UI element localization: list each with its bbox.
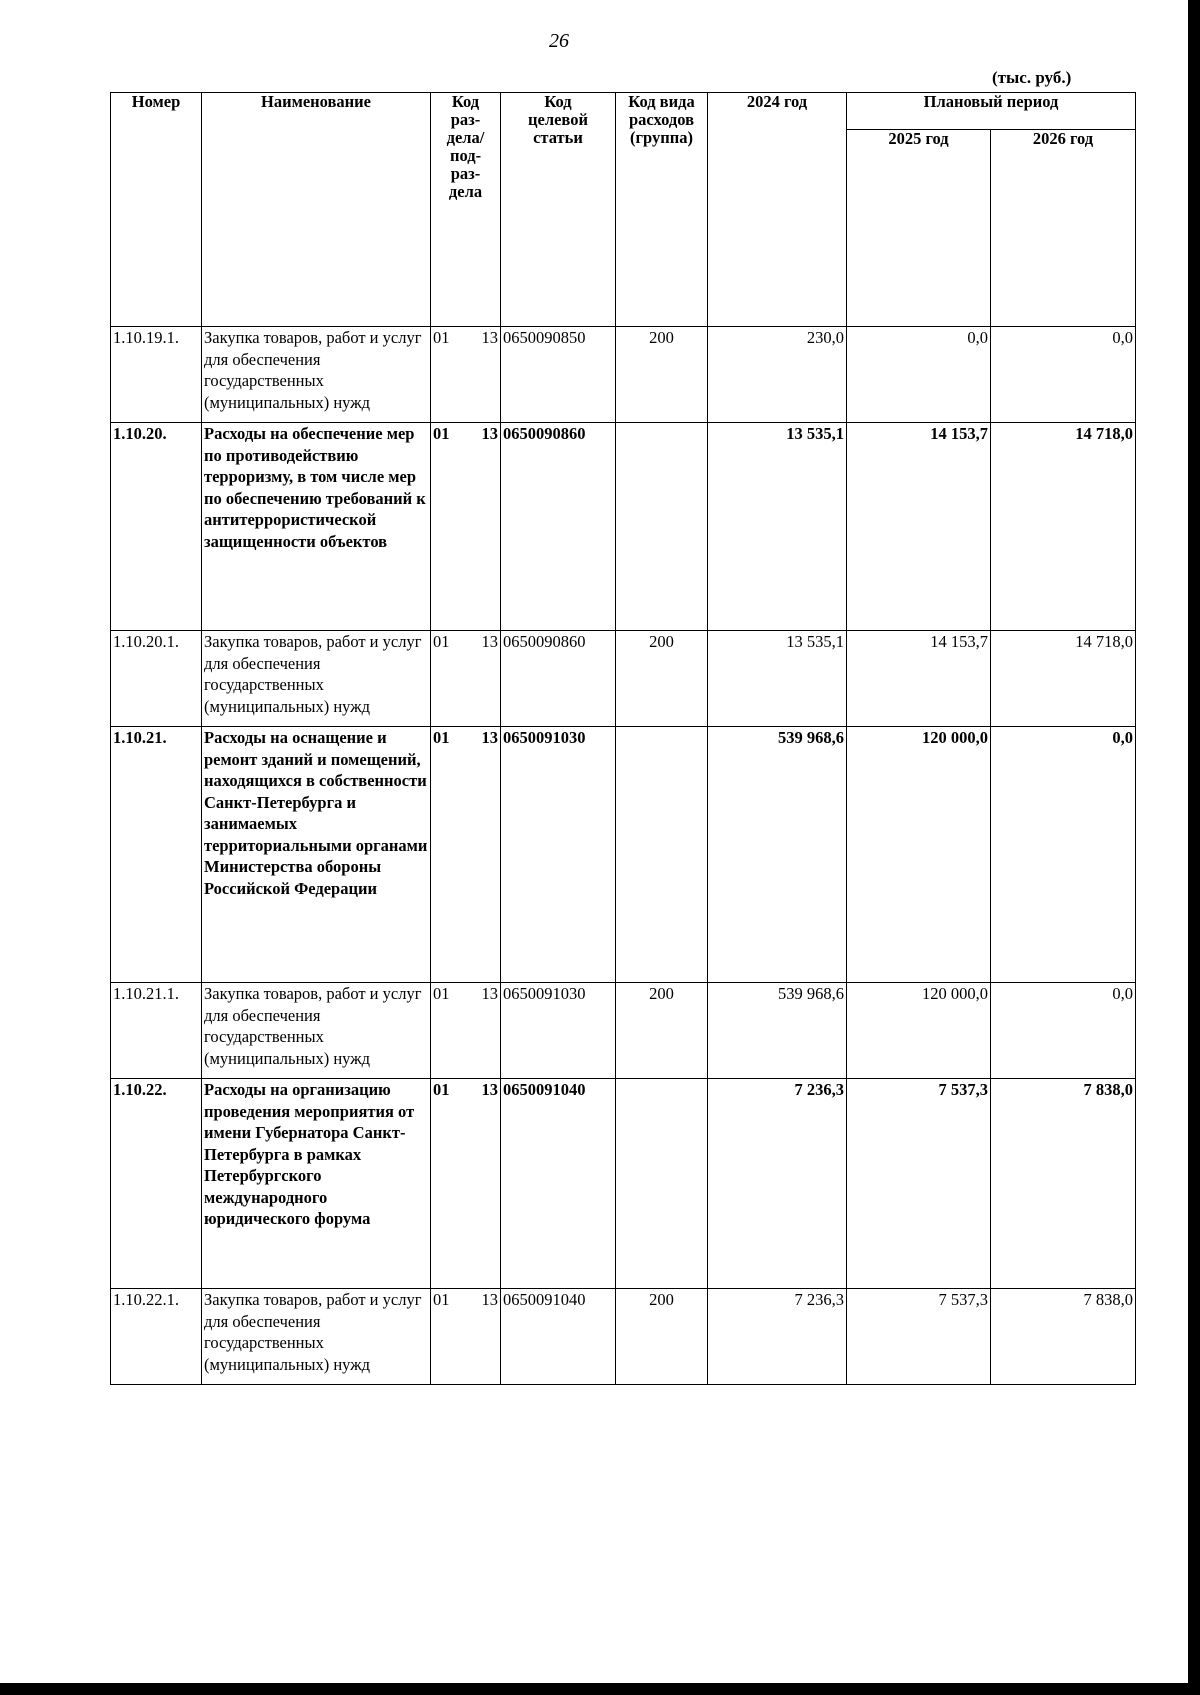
row-2025: 120 000,0 [847, 983, 991, 1079]
header-razdel [431, 93, 501, 327]
row-target: 0650091030 [501, 727, 616, 983]
row-target: 0650090850 [501, 327, 616, 423]
row-razdel: 01 [433, 424, 450, 443]
row-razdel-cell [431, 631, 501, 727]
row-razdel: 01 [433, 1080, 450, 1099]
row-number: 1.10.21.1. [111, 983, 202, 1079]
header-expense-line: (группа) [630, 128, 693, 147]
page-number: 26 [549, 30, 569, 52]
row-razdel-cell [431, 983, 501, 1079]
budget-table [110, 92, 1136, 1385]
row-2025: 14 153,7 [847, 631, 991, 727]
row-2024: 7 236,3 [708, 1289, 847, 1385]
row-name: Закупка товаров, работ и услуг для обеспечения государственных (муниципальных) нужд [202, 631, 431, 727]
header-2025: 2025 год [847, 130, 991, 327]
row-podrazdel: 13 [481, 424, 498, 443]
row-podrazdel: 13 [481, 1290, 498, 1309]
row-expense [616, 727, 708, 983]
header-razdel-line: раз- [450, 110, 481, 129]
row-number: 1.10.20.1. [111, 631, 202, 727]
row-expense: 200 [616, 631, 708, 727]
header-2024: 2024 год [708, 93, 847, 327]
row-target: 0650090860 [501, 423, 616, 631]
header-2026: 2026 год [991, 130, 1136, 327]
row-expense: 200 [616, 327, 708, 423]
header-expense-line: расходов [628, 110, 695, 129]
row-podrazdel: 13 [481, 984, 498, 1003]
row-target: 0650091040 [501, 1079, 616, 1289]
header-target-line: целевой [528, 110, 588, 129]
row-2025: 7 537,3 [847, 1289, 991, 1385]
row-2025: 14 153,7 [847, 423, 991, 631]
row-razdel: 01 [433, 728, 450, 747]
table-row [111, 1079, 1136, 1289]
row-number: 1.10.22.1. [111, 1289, 202, 1385]
table-row [111, 423, 1136, 631]
row-razdel-cell [431, 727, 501, 983]
header-expense-line: Код вида [628, 92, 695, 111]
row-razdel-cell [431, 423, 501, 631]
table-body [111, 327, 1136, 1385]
row-razdel: 01 [433, 632, 450, 651]
table-header [111, 93, 1136, 327]
row-expense: 200 [616, 983, 708, 1079]
row-expense [616, 1079, 708, 1289]
row-name: Закупка товаров, работ и услуг для обеспечения государственных (муниципальных) нужд [202, 327, 431, 423]
row-podrazdel: 13 [481, 632, 498, 651]
header-razdel-line: раз- [450, 164, 481, 183]
row-2024: 539 968,6 [708, 983, 847, 1079]
row-name: Расходы на обеспечение мер по противодействию терроризму, в том числе мер по обеспечению требований к антитеррористической защищенности объектов [202, 423, 431, 631]
row-target: 0650091040 [501, 1289, 616, 1385]
table-row [111, 983, 1136, 1079]
header-target [501, 93, 616, 327]
row-2026: 14 718,0 [991, 423, 1136, 631]
scan-edge-bottom [0, 1683, 1200, 1695]
row-razdel: 01 [433, 328, 450, 347]
row-razdel: 01 [433, 1290, 450, 1309]
row-number: 1.10.19.1. [111, 327, 202, 423]
table-row [111, 727, 1136, 983]
row-podrazdel: 13 [481, 728, 498, 747]
row-2026: 14 718,0 [991, 631, 1136, 727]
scan-edge-right [1188, 0, 1200, 1695]
row-expense: 200 [616, 1289, 708, 1385]
row-2025: 120 000,0 [847, 727, 991, 983]
row-number: 1.10.21. [111, 727, 202, 983]
row-name: Закупка товаров, работ и услуг для обеспечения государственных (муниципальных) нужд [202, 1289, 431, 1385]
table-row [111, 327, 1136, 423]
row-number: 1.10.20. [111, 423, 202, 631]
row-2026: 0,0 [991, 727, 1136, 983]
header-planned-period: Плановый период [847, 93, 1136, 130]
header-expense [616, 93, 708, 327]
header-target-line: Код [544, 92, 572, 111]
row-name: Расходы на оснащение и ремонт зданий и помещений, находящихся в собственности Санкт-Петербурга и занимаемых территориальными органами Министерства обороны Российской Федерации [202, 727, 431, 983]
row-podrazdel: 13 [481, 328, 498, 347]
row-2024: 13 535,1 [708, 423, 847, 631]
row-2026: 7 838,0 [991, 1079, 1136, 1289]
row-2024: 230,0 [708, 327, 847, 423]
row-expense [616, 423, 708, 631]
table-row [111, 1289, 1136, 1385]
header-razdel-line: под- [449, 146, 482, 165]
row-2026: 7 838,0 [991, 1289, 1136, 1385]
row-2024: 539 968,6 [708, 727, 847, 983]
header-razdel-line: Код [451, 92, 480, 111]
row-target: 0650091030 [501, 983, 616, 1079]
row-2024: 13 535,1 [708, 631, 847, 727]
row-podrazdel: 13 [481, 1080, 498, 1099]
row-name: Закупка товаров, работ и услуг для обеспечения государственных (муниципальных) нужд [202, 983, 431, 1079]
table-row [111, 631, 1136, 727]
header-razdel-line: дела/ [446, 128, 485, 147]
header-target-line: статьи [533, 128, 583, 147]
row-target: 0650090860 [501, 631, 616, 727]
row-razdel-cell [431, 1289, 501, 1385]
row-razdel-cell [431, 327, 501, 423]
row-name: Расходы на организацию проведения мероприятия от имени Губернатора Санкт-Петербурга в рамках Петербургского международного юридического форума [202, 1079, 431, 1289]
row-2025: 0,0 [847, 327, 991, 423]
units-label: (тыс. руб.) [992, 68, 1072, 87]
row-2026: 0,0 [991, 327, 1136, 423]
header-name: Наименование [202, 93, 431, 327]
row-2026: 0,0 [991, 983, 1136, 1079]
row-2025: 7 537,3 [847, 1079, 991, 1289]
row-number: 1.10.22. [111, 1079, 202, 1289]
row-razdel-cell [431, 1079, 501, 1289]
header-number: Номер [111, 93, 202, 327]
row-2024: 7 236,3 [708, 1079, 847, 1289]
row-razdel: 01 [433, 984, 450, 1003]
header-razdel-line: дела [448, 182, 483, 201]
